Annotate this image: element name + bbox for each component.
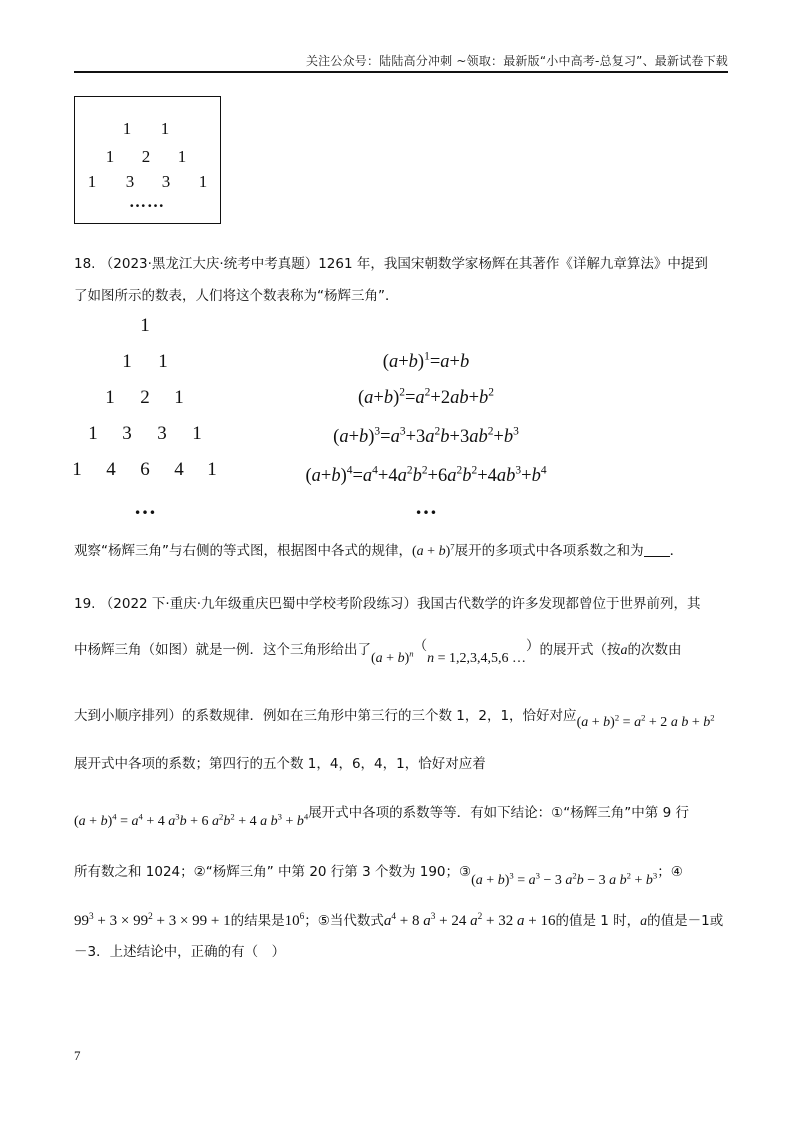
q19-line4: 展开式中各项的系数；第四行的五个数 1，4，6，4，1，恰好对应着: [74, 756, 486, 772]
equation-power-3: $(a+b)^3=a^3+3a^2b+3ab^2+b^3$: [333, 425, 519, 447]
q19-line7-text-3: 的值是 1 时，: [555, 913, 641, 929]
triangle-number: 3: [157, 423, 167, 444]
box-ellipsis: ……: [129, 192, 165, 211]
q19-line8: －3．上述结论中，正确的有（ ）: [74, 944, 286, 960]
box-number: 2: [141, 147, 151, 166]
triangle-number: 4: [174, 459, 184, 480]
triangle-number: 1: [105, 387, 115, 408]
triangle-ellipsis: …: [134, 494, 156, 519]
box-number: 1: [198, 172, 208, 191]
page-header: 关注公众号：陆陆高分冲刺 ~领取：最新版“小中高考-总复习”、最新试卷下载: [305, 54, 728, 68]
q18-line2: 了如图所示的数表，人们将这个数表称为“杨辉三角”．: [74, 288, 399, 304]
header-divider: [74, 71, 728, 73]
q19-line7-end: 的值是－1或: [647, 913, 724, 929]
equation-power-4: $(a+b)^4=a^4+4a^2b^2+6a^2b^2+4ab^3+b^4$: [305, 464, 547, 486]
q19-line5-text: 展开式中各项的系数等等．有如下结论：①“杨辉三角”中第 9 行: [308, 805, 689, 821]
triangle-number: 1: [192, 423, 202, 444]
q18-question-text-2: 展开的多项式中各项系数之和为: [454, 543, 644, 559]
q19-expr-99: $99^3 + 3 \times 99^2 + 3 \times 99 + 1$: [74, 911, 231, 929]
q19-line3-text: 大到小顺序排列）的系数规律．例如在三角形中第三行的三个数 1，2，1，恰好对应: [74, 708, 577, 724]
box-number: 1: [87, 172, 97, 191]
page-number: 7: [74, 1048, 81, 1063]
q19-line5: [74, 803, 728, 829]
triangle-number: 1: [122, 351, 132, 372]
q19-line7-text-2: ；⑤当代数式: [304, 913, 384, 929]
equation-power-1: $(a+b)^1=a+b$: [382, 350, 470, 372]
q19-expr-ten-six: $10^6$: [284, 911, 305, 929]
box-number: 1: [122, 119, 132, 138]
q19-line6-end: ；④: [657, 864, 683, 880]
triangle-number: 6: [140, 459, 150, 480]
triangle-number: 1: [88, 423, 98, 444]
q19-expr-square: $(a + b)^2 = a^2 + 2$ a $b + b^2$: [576, 712, 715, 730]
box-number: 3: [125, 172, 135, 191]
q19-line3: [74, 706, 728, 730]
answer-blank[interactable]: [644, 542, 670, 557]
q19-expr-n-range: n = 1,2,3,4,5,6 …: [427, 651, 526, 666]
q19-line7-text: 的结果是: [230, 913, 285, 929]
q18-question: [74, 541, 728, 562]
q19-line2-text-2: 的展开式（按: [539, 642, 621, 658]
q19-line1: 19. （2022 下·重庆·九年级重庆巴蜀中学校考阶段练习）我国古代数学的许多发现都曾位于世界前列，其: [74, 596, 701, 612]
triangle-number: 3: [122, 423, 132, 444]
q19-paren-close: ）: [526, 638, 540, 654]
q19-paren-open: （: [413, 638, 428, 654]
equation-power-2: $(a+b)^2=a^2+2ab+b^2$: [357, 386, 495, 408]
box-number: 1: [177, 147, 187, 166]
q19-line2-end: 的次数由: [627, 642, 682, 658]
q19-expr-cube: $(a + b)^3 = a^3 - 3$ $a^2b - 3$ a $b^2 + b^3$: [471, 870, 658, 888]
q19-var-a: a: [620, 643, 628, 658]
q18-expression: $(a + b)^7$: [412, 541, 455, 559]
q19-line6-text: 所有数之和 1024；②“杨辉三角” 中第 20 行第 3 个数为 190；③: [74, 864, 472, 880]
q18-question-end: ．: [669, 543, 684, 559]
triangle-box: [74, 96, 221, 224]
q19-var-a-2: a: [640, 914, 648, 929]
equations-ellipsis: …: [415, 494, 437, 519]
triangle-number: 1: [72, 459, 82, 480]
q19-line2: [74, 638, 728, 666]
triangle-number: 4: [106, 459, 116, 480]
triangle-number: 1: [158, 351, 168, 372]
triangle-number: 2: [140, 387, 150, 408]
q18-line1: 18. （2023·黑龙江大庆·统考中考真题）1261 年，我国宋朝数学家杨辉在其著作《详解九章算法》中提到: [74, 256, 708, 272]
box-number: 3: [161, 172, 171, 191]
q19-line7: [74, 911, 728, 932]
q19-expr-poly: $a^4 + 8$ $a^3 + 24$ $a^2 + 32$ a + 16: [383, 911, 556, 929]
triangle-number: 1: [207, 459, 217, 480]
q18-question-text: 观察“杨辉三角”与右侧的等式图，根据图中各式的规律，: [74, 543, 412, 559]
triangle-number: 1: [174, 387, 184, 408]
q19-expr-power-n: $(a + b)^n$: [371, 648, 414, 666]
q19-expr-fourth: $(a + b)^4 = a^4 + 4$ $a^3b + 6$ $a^2b^2 + 4$ a $b^3 + b^4$: [74, 811, 309, 829]
box-number: 1: [105, 147, 115, 166]
q19-line2-text: 中杨辉三角（如图）就是一例．这个三角形给出了: [74, 642, 371, 658]
triangle-number: 1: [140, 315, 150, 336]
box-number: 1: [160, 119, 170, 138]
q19-line6: [74, 862, 728, 888]
